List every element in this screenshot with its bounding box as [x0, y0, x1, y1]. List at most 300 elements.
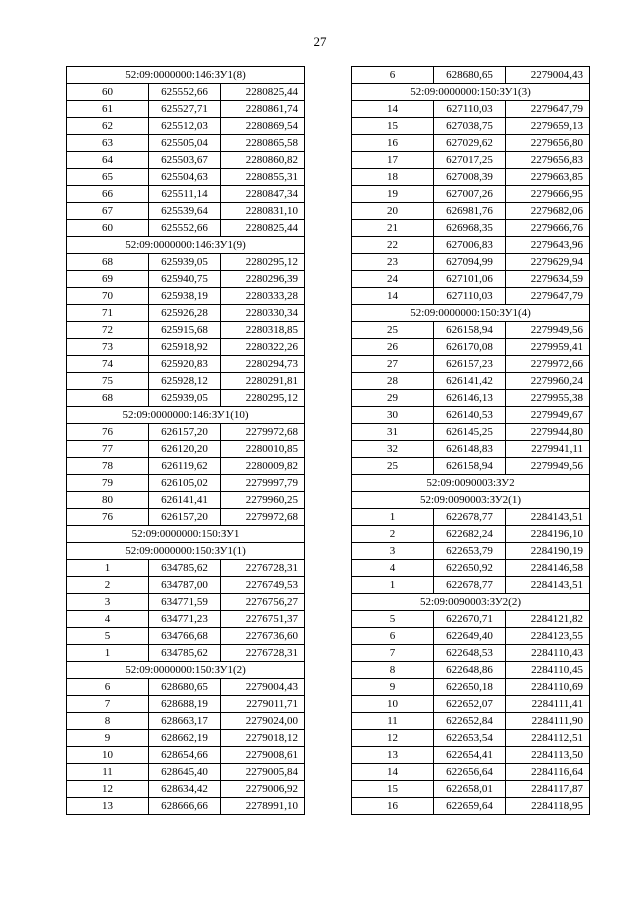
coordinate-y: 2279656,80 [506, 135, 590, 152]
coordinate-y: 2280295,12 [221, 254, 305, 271]
table-row [67, 254, 305, 271]
parcel-header: 52:09:0090003:ЗУ2 [352, 475, 590, 492]
coordinate-y: 2279634,59 [506, 271, 590, 288]
parcel-header-row [352, 305, 590, 322]
coordinate-y: 2280869,54 [221, 118, 305, 135]
point-number: 32 [352, 441, 434, 458]
point-number: 16 [352, 135, 434, 152]
coordinate-x: 625552,66 [149, 220, 221, 237]
coordinate-y: 2280847,34 [221, 186, 305, 203]
table-row [352, 696, 590, 713]
coordinate-x: 625539,64 [149, 203, 221, 220]
coordinate-x: 622648,53 [434, 645, 506, 662]
coordinate-y: 2284110,69 [506, 679, 590, 696]
coordinate-x: 622682,24 [434, 526, 506, 543]
table-row [67, 101, 305, 118]
table-row [352, 628, 590, 645]
table-row [67, 288, 305, 305]
point-number: 6 [352, 628, 434, 645]
coordinate-y: 2279647,79 [506, 101, 590, 118]
point-number: 27 [352, 356, 434, 373]
parcel-header: 52:09:0000000:146:ЗУ1(10) [67, 407, 305, 424]
coordinate-y: 2279659,13 [506, 118, 590, 135]
point-number: 7 [67, 696, 149, 713]
coordinate-x: 628680,65 [149, 679, 221, 696]
coordinate-x: 628688,19 [149, 696, 221, 713]
coordinate-y: 2276756,27 [221, 594, 305, 611]
table-row [352, 730, 590, 747]
coordinate-x: 634766,68 [149, 628, 221, 645]
coordinate-y: 2280861,74 [221, 101, 305, 118]
table-row [352, 322, 590, 339]
point-number: 8 [352, 662, 434, 679]
coordinates-table-right-body [352, 67, 590, 815]
table-row [352, 118, 590, 135]
table-row [352, 560, 590, 577]
table-row [352, 509, 590, 526]
coordinate-y: 2284112,51 [506, 730, 590, 747]
point-number: 77 [67, 441, 149, 458]
coordinate-y: 2284143,51 [506, 509, 590, 526]
point-number: 63 [67, 135, 149, 152]
coordinate-x: 626158,94 [434, 458, 506, 475]
table-row [352, 679, 590, 696]
coordinate-y: 2284196,10 [506, 526, 590, 543]
parcel-header: 52:09:0000000:150:ЗУ1(2) [67, 662, 305, 679]
point-number: 17 [352, 152, 434, 169]
point-number: 74 [67, 356, 149, 373]
coordinate-x: 622650,18 [434, 679, 506, 696]
point-number: 24 [352, 271, 434, 288]
table-row [352, 220, 590, 237]
table-row [67, 577, 305, 594]
point-number: 15 [352, 781, 434, 798]
coordinate-y: 2284111,90 [506, 713, 590, 730]
coordinate-y: 2279006,92 [221, 781, 305, 798]
point-number: 25 [352, 322, 434, 339]
coordinate-y: 2279647,79 [506, 288, 590, 305]
coordinate-y: 2280330,34 [221, 305, 305, 322]
parcel-header-row [67, 662, 305, 679]
table-row [67, 560, 305, 577]
point-number: 4 [352, 560, 434, 577]
point-number: 5 [352, 611, 434, 628]
table-row [67, 356, 305, 373]
coordinate-x: 626157,20 [149, 424, 221, 441]
coordinate-x: 625512,03 [149, 118, 221, 135]
coordinate-x: 627110,03 [434, 288, 506, 305]
coordinate-x: 627101,06 [434, 271, 506, 288]
coordinate-x: 626157,23 [434, 356, 506, 373]
parcel-header: 52:09:0090003:ЗУ2(2) [352, 594, 590, 611]
coordinate-y: 2280860,82 [221, 152, 305, 169]
coordinate-x: 626170,08 [434, 339, 506, 356]
table-row [67, 645, 305, 662]
point-number: 3 [67, 594, 149, 611]
coordinate-x: 625939,05 [149, 254, 221, 271]
coordinate-x: 626981,76 [434, 203, 506, 220]
table-row [67, 220, 305, 237]
coordinate-y: 2279955,38 [506, 390, 590, 407]
point-number: 19 [352, 186, 434, 203]
coordinates-table-left [66, 66, 305, 815]
point-number: 1 [352, 509, 434, 526]
table-row [67, 458, 305, 475]
table-row [352, 271, 590, 288]
table-row [352, 67, 590, 84]
coordinates-table-right [351, 66, 590, 815]
parcel-header-row [352, 594, 590, 611]
point-number: 6 [67, 679, 149, 696]
point-number: 10 [352, 696, 434, 713]
coordinate-x: 622670,71 [434, 611, 506, 628]
table-row [352, 339, 590, 356]
coordinate-y: 2276736,60 [221, 628, 305, 645]
table-row [67, 271, 305, 288]
coordinate-x: 626157,20 [149, 509, 221, 526]
point-number: 2 [67, 577, 149, 594]
table-row [67, 696, 305, 713]
point-number: 73 [67, 339, 149, 356]
point-number: 13 [352, 747, 434, 764]
coordinate-y: 2279629,94 [506, 254, 590, 271]
point-number: 23 [352, 254, 434, 271]
coordinate-y: 2280294,73 [221, 356, 305, 373]
coordinate-y: 2279663,85 [506, 169, 590, 186]
coordinate-x: 625938,19 [149, 288, 221, 305]
coordinate-y: 2276749,53 [221, 577, 305, 594]
coordinate-y: 2279997,79 [221, 475, 305, 492]
table-row [67, 322, 305, 339]
table-row [67, 679, 305, 696]
coordinate-x: 622678,77 [434, 509, 506, 526]
point-number: 65 [67, 169, 149, 186]
point-number: 62 [67, 118, 149, 135]
point-number: 18 [352, 169, 434, 186]
parcel-header-row [67, 67, 305, 84]
table-row [67, 135, 305, 152]
table-row [352, 254, 590, 271]
coordinate-y: 2279949,56 [506, 322, 590, 339]
parcel-header-row [352, 475, 590, 492]
point-number: 64 [67, 152, 149, 169]
point-number: 22 [352, 237, 434, 254]
page-number: 27 [313, 34, 327, 49]
coordinate-y: 2279960,24 [506, 373, 590, 390]
table-row [352, 135, 590, 152]
coordinate-y: 2284116,64 [506, 764, 590, 781]
table-row [352, 152, 590, 169]
coordinate-y: 2284110,43 [506, 645, 590, 662]
coordinate-y: 2280296,39 [221, 271, 305, 288]
point-number: 12 [352, 730, 434, 747]
coordinate-x: 622650,92 [434, 560, 506, 577]
table-row [352, 526, 590, 543]
point-number: 76 [67, 509, 149, 526]
table-row [352, 441, 590, 458]
coordinate-x: 622658,01 [434, 781, 506, 798]
coordinate-x: 625939,05 [149, 390, 221, 407]
point-number: 14 [352, 101, 434, 118]
point-number: 69 [67, 271, 149, 288]
table-row [352, 169, 590, 186]
point-number: 2 [352, 526, 434, 543]
coordinate-x: 627008,39 [434, 169, 506, 186]
coordinate-x: 622653,54 [434, 730, 506, 747]
coordinate-y: 2279682,06 [506, 203, 590, 220]
parcel-header-row [67, 237, 305, 254]
table-row [352, 543, 590, 560]
coordinate-y: 2279018,12 [221, 730, 305, 747]
coordinate-y: 2280855,31 [221, 169, 305, 186]
coordinate-y: 2279004,43 [221, 679, 305, 696]
coordinate-y: 2279666,76 [506, 220, 590, 237]
point-number: 7 [352, 645, 434, 662]
parcel-header: 52:09:0000000:146:ЗУ1(8) [67, 67, 305, 84]
coordinate-y: 2279643,96 [506, 237, 590, 254]
coordinate-y: 2280825,44 [221, 220, 305, 237]
point-number: 6 [352, 67, 434, 84]
point-number: 13 [67, 798, 149, 815]
coordinate-x: 626140,53 [434, 407, 506, 424]
table-row [352, 424, 590, 441]
table-row [67, 509, 305, 526]
coordinate-y: 2279972,68 [221, 509, 305, 526]
coordinate-x: 625926,28 [149, 305, 221, 322]
point-number: 70 [67, 288, 149, 305]
coordinate-x: 626158,94 [434, 322, 506, 339]
coordinate-x: 634787,00 [149, 577, 221, 594]
table-row [67, 798, 305, 815]
coordinate-x: 626119,62 [149, 458, 221, 475]
point-number: 1 [352, 577, 434, 594]
table-row [67, 781, 305, 798]
point-number: 75 [67, 373, 149, 390]
coordinate-y: 2284111,41 [506, 696, 590, 713]
coordinate-x: 625940,75 [149, 271, 221, 288]
coordinate-y: 2280291,81 [221, 373, 305, 390]
coordinate-x: 627017,25 [434, 152, 506, 169]
coordinate-x: 626145,25 [434, 424, 506, 441]
coordinate-y: 2279941,11 [506, 441, 590, 458]
point-number: 3 [352, 543, 434, 560]
point-number: 21 [352, 220, 434, 237]
coordinate-x: 622649,40 [434, 628, 506, 645]
parcel-header: 52:09:0000000:150:ЗУ1(4) [352, 305, 590, 322]
coordinate-x: 628645,40 [149, 764, 221, 781]
coordinate-y: 2279011,71 [221, 696, 305, 713]
table-row [67, 84, 305, 101]
table-row [352, 101, 590, 118]
coordinate-y: 2280009,82 [221, 458, 305, 475]
coordinate-x: 622652,07 [434, 696, 506, 713]
coordinate-y: 2279004,43 [506, 67, 590, 84]
coordinate-y: 2280295,12 [221, 390, 305, 407]
table-row [352, 747, 590, 764]
coordinate-y: 2279972,66 [506, 356, 590, 373]
coordinate-y: 2280333,28 [221, 288, 305, 305]
coordinate-x: 625511,14 [149, 186, 221, 203]
point-number: 31 [352, 424, 434, 441]
coordinate-y: 2279972,68 [221, 424, 305, 441]
coordinate-y: 2284146,58 [506, 560, 590, 577]
table-row [67, 118, 305, 135]
coordinate-y: 2280825,44 [221, 84, 305, 101]
table-row [67, 441, 305, 458]
coordinate-x: 625915,68 [149, 322, 221, 339]
point-number: 76 [67, 424, 149, 441]
point-number: 8 [67, 713, 149, 730]
table-row [352, 203, 590, 220]
table-row [352, 713, 590, 730]
point-number: 68 [67, 390, 149, 407]
parcel-header: 52:09:0000000:150:ЗУ1 [67, 526, 305, 543]
point-number: 9 [352, 679, 434, 696]
coordinate-x: 626141,41 [149, 492, 221, 509]
coordinate-x: 634785,62 [149, 645, 221, 662]
coordinate-x: 625928,12 [149, 373, 221, 390]
coordinate-x: 628666,66 [149, 798, 221, 815]
coordinate-x: 625503,67 [149, 152, 221, 169]
coordinate-x: 626148,83 [434, 441, 506, 458]
coordinate-y: 2280318,85 [221, 322, 305, 339]
point-number: 14 [352, 764, 434, 781]
point-number: 78 [67, 458, 149, 475]
coordinate-x: 627038,75 [434, 118, 506, 135]
coordinate-x: 628654,66 [149, 747, 221, 764]
parcel-header: 52:09:0000000:150:ЗУ1(1) [67, 543, 305, 560]
coordinate-x: 628663,17 [149, 713, 221, 730]
coordinate-y: 2279944,80 [506, 424, 590, 441]
table-row [352, 764, 590, 781]
table-row [67, 373, 305, 390]
table-row [67, 747, 305, 764]
point-number: 80 [67, 492, 149, 509]
point-number: 60 [67, 84, 149, 101]
parcel-header: 52:09:0090003:ЗУ2(1) [352, 492, 590, 509]
coordinate-y: 2279005,84 [221, 764, 305, 781]
coordinate-y: 2276728,31 [221, 645, 305, 662]
coordinate-x: 625527,71 [149, 101, 221, 118]
point-number: 71 [67, 305, 149, 322]
coordinate-x: 622656,64 [434, 764, 506, 781]
parcel-header-row [67, 407, 305, 424]
coordinate-y: 2284121,82 [506, 611, 590, 628]
coordinate-y: 2284123,55 [506, 628, 590, 645]
coordinate-x: 634771,23 [149, 611, 221, 628]
coordinate-x: 625505,04 [149, 135, 221, 152]
table-row [352, 662, 590, 679]
coordinate-y: 2276751,37 [221, 611, 305, 628]
point-number: 67 [67, 203, 149, 220]
parcel-header-row [352, 84, 590, 101]
point-number: 1 [67, 645, 149, 662]
table-row [67, 594, 305, 611]
coordinate-x: 628680,65 [434, 67, 506, 84]
table-row [352, 356, 590, 373]
coordinate-y: 2280010,85 [221, 441, 305, 458]
coordinate-y: 2284110,45 [506, 662, 590, 679]
parcel-header-row [67, 543, 305, 560]
point-number: 14 [352, 288, 434, 305]
coordinate-x: 627006,83 [434, 237, 506, 254]
table-row [352, 390, 590, 407]
coordinate-x: 634785,62 [149, 560, 221, 577]
coordinate-y: 2279959,41 [506, 339, 590, 356]
coordinate-x: 622652,84 [434, 713, 506, 730]
point-number: 4 [67, 611, 149, 628]
coordinate-y: 2279949,67 [506, 407, 590, 424]
coordinate-y: 2284190,19 [506, 543, 590, 560]
table-row [352, 407, 590, 424]
coordinate-y: 2284113,50 [506, 747, 590, 764]
coordinate-x: 622653,79 [434, 543, 506, 560]
coordinate-y: 2284143,51 [506, 577, 590, 594]
coordinate-x: 622654,41 [434, 747, 506, 764]
coordinate-y: 2279960,25 [221, 492, 305, 509]
point-number: 60 [67, 220, 149, 237]
point-number: 66 [67, 186, 149, 203]
coordinate-y: 2280322,26 [221, 339, 305, 356]
table-row [352, 645, 590, 662]
coordinate-y: 2280865,58 [221, 135, 305, 152]
table-row [352, 577, 590, 594]
parcel-header: 52:09:0000000:146:ЗУ1(9) [67, 237, 305, 254]
point-number: 16 [352, 798, 434, 815]
table-row [67, 424, 305, 441]
table-row [352, 186, 590, 203]
point-number: 61 [67, 101, 149, 118]
coordinate-y: 2279024,00 [221, 713, 305, 730]
table-row [67, 169, 305, 186]
point-number: 10 [67, 747, 149, 764]
coordinate-y: 2284118,95 [506, 798, 590, 815]
point-number: 28 [352, 373, 434, 390]
table-row [67, 305, 305, 322]
table-row [67, 475, 305, 492]
coordinate-x: 625920,83 [149, 356, 221, 373]
table-row [67, 492, 305, 509]
point-number: 25 [352, 458, 434, 475]
coordinate-y: 2279949,56 [506, 458, 590, 475]
coordinate-y: 2279008,61 [221, 747, 305, 764]
coordinate-y: 2276728,31 [221, 560, 305, 577]
coordinate-x: 628634,42 [149, 781, 221, 798]
coordinate-x: 627094,99 [434, 254, 506, 271]
coordinate-y: 2284117,87 [506, 781, 590, 798]
table-row [67, 186, 305, 203]
table-row [67, 730, 305, 747]
table-row [352, 611, 590, 628]
table-row [352, 373, 590, 390]
table-row [352, 798, 590, 815]
parcel-header-row [352, 492, 590, 509]
coordinate-x: 626120,20 [149, 441, 221, 458]
table-row [67, 713, 305, 730]
coordinate-x: 625504,63 [149, 169, 221, 186]
coordinate-x: 625552,66 [149, 84, 221, 101]
coordinate-x: 625918,92 [149, 339, 221, 356]
table-row [67, 764, 305, 781]
table-row [67, 390, 305, 407]
parcel-header: 52:09:0000000:150:ЗУ1(3) [352, 84, 590, 101]
coordinate-y: 2280831,10 [221, 203, 305, 220]
point-number: 72 [67, 322, 149, 339]
point-number: 68 [67, 254, 149, 271]
table-row [67, 339, 305, 356]
point-number: 1 [67, 560, 149, 577]
coordinate-x: 634771,59 [149, 594, 221, 611]
